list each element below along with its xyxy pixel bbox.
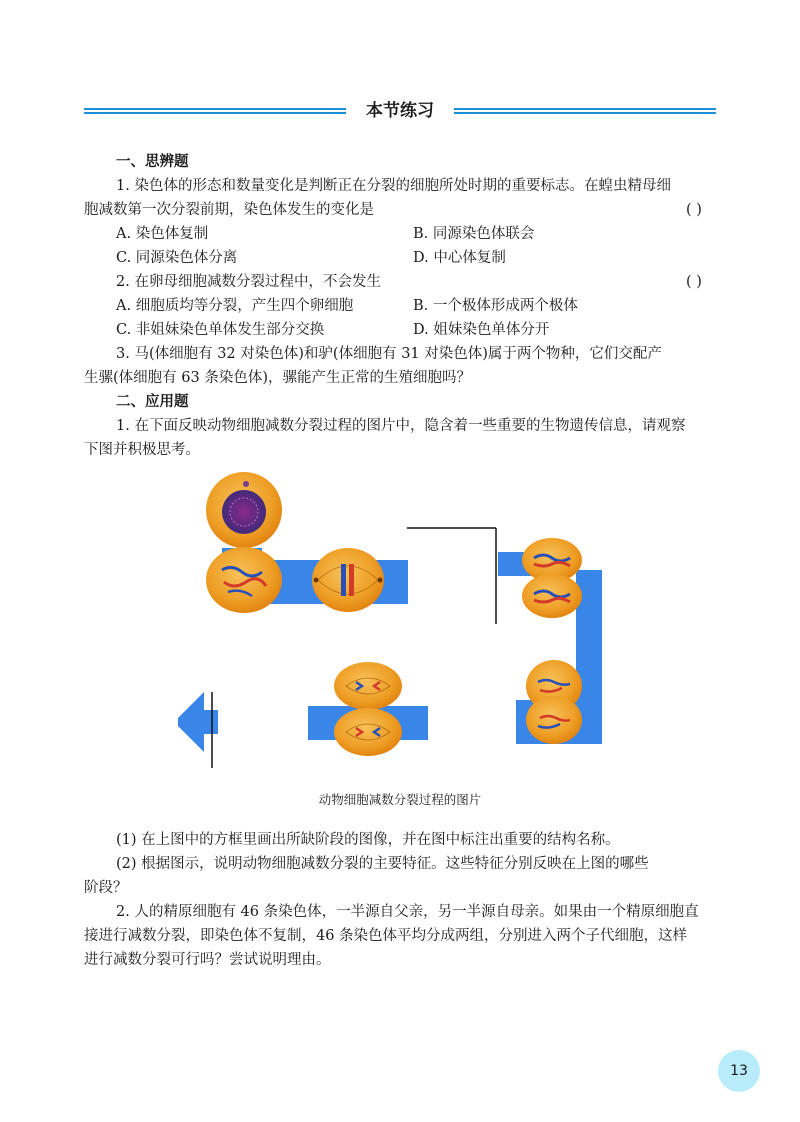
- page-number: 13: [718, 1050, 760, 1092]
- sub-question-2-line2: 阶段？: [84, 880, 128, 896]
- figure-caption: 动物细胞减数分裂过程的图片: [318, 792, 482, 807]
- q2-answer-paren[interactable]: ( ): [686, 274, 702, 290]
- q1-option-a: A. 染色体复制: [116, 226, 209, 242]
- heading-discussion: 一、思辨题: [116, 154, 189, 170]
- q3-line2: 生骡(体细胞有 63 条染色体)，骡能产生正常的生殖细胞吗？: [84, 370, 471, 386]
- telophase-i-cell: [522, 538, 582, 618]
- app-q2-line1: 2. 人的精原细胞有 46 条染色体，一半源自父亲，另一半源自母亲。如果由一个精原细胞直: [116, 904, 699, 920]
- heading-application: 二、应用题: [116, 394, 189, 410]
- q2-line1: 2. 在卵母细胞减数分裂过程中，不会发生: [116, 274, 381, 290]
- app-q1-line1: 1. 在下面反映动物细胞减数分裂过程的图片中，隐含着一些重要的生物遗传信息，请观察: [116, 418, 686, 434]
- q1-answer-paren[interactable]: ( ): [686, 202, 702, 218]
- header-rule-left: [84, 108, 346, 114]
- q2-option-a: A. 细胞质均等分裂，产生四个卵细胞: [116, 298, 354, 314]
- q1-option-b: B. 同源染色体联会: [413, 226, 535, 242]
- q2-option-c: C. 非姐妹染色单体发生部分交换: [116, 322, 325, 338]
- header-rule-right: [454, 108, 716, 114]
- app-q1-line2: 下图并积极思考。: [84, 442, 200, 458]
- app-q2-line3: 进行减数分裂可行吗？尝试说明理由。: [84, 952, 331, 968]
- section-title: 本节练习: [366, 101, 434, 121]
- q1-line1: 1. 染色体的形态和数量变化是判断正在分裂的细胞所处时期的重要标志。在蝗虫精母细: [116, 178, 671, 194]
- prophase-ii-cell: [526, 660, 582, 744]
- q2-option-b: B. 一个极体形成两个极体: [413, 298, 578, 314]
- sub-question-1: (1) 在上图中的方框里画出所缺阶段的图像，并在图中标注出重要的结构名称。: [116, 832, 620, 848]
- q1-line2: 胞减数第一次分裂前期，染色体发生的变化是: [84, 202, 374, 218]
- q1-option-c: C. 同源染色体分离: [116, 250, 238, 266]
- sub-question-2-line1: (2) 根据图示，说明动物细胞减数分裂的主要特征。这些特征分别反映在上图的哪些: [116, 856, 649, 872]
- q3-line1: 3. 马(体细胞有 32 对染色体)和驴(体细胞有 31 对染色体)属于两个物种，它们交配产: [116, 346, 662, 362]
- prophase-i-cell: [206, 547, 282, 613]
- q2-option-d: D. 姐妹染色单体分开: [413, 322, 550, 338]
- q1-option-d: D. 中心体复制: [413, 250, 506, 266]
- interphase-cell: [206, 472, 282, 548]
- meiosis-figure: [178, 470, 620, 780]
- app-q2-line2: 接进行减数分裂，即染色体不复制，46 条染色体平均分成两组，分别进入两个子代细胞，这样: [84, 928, 688, 944]
- metaphase-i-cell: [312, 548, 384, 612]
